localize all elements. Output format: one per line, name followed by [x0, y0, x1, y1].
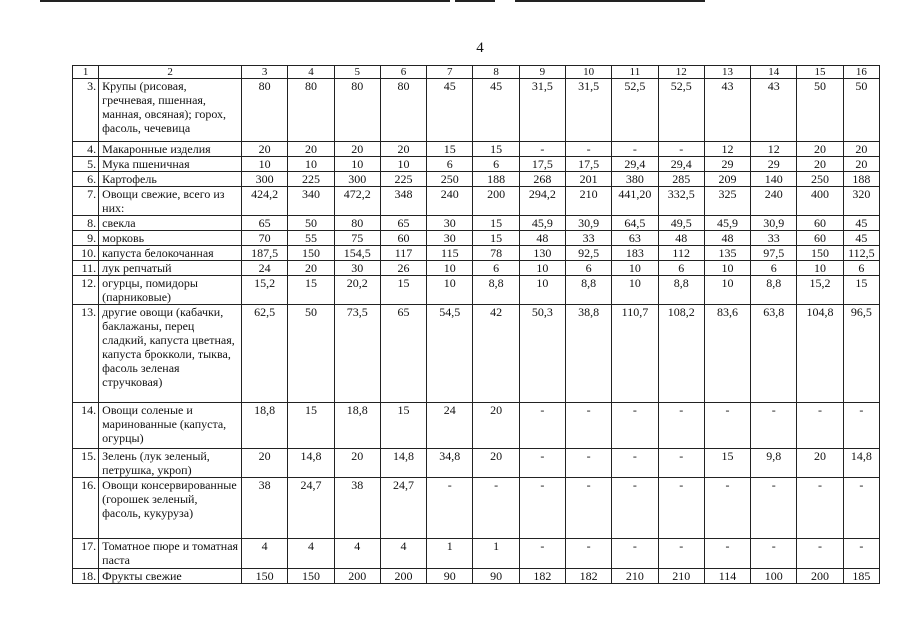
table-row — [73, 187, 880, 216]
value-cell: - — [566, 403, 612, 449]
product-name: Макаронные изделия — [99, 142, 242, 157]
value-cell: - — [612, 478, 658, 539]
value-cell: 30,9 — [566, 216, 612, 231]
value-cell: 65 — [242, 216, 288, 231]
table-row — [73, 142, 880, 157]
value-cell: 33 — [566, 231, 612, 246]
value-cell: 29 — [704, 157, 750, 172]
value-cell: 4 — [380, 539, 426, 569]
value-cell: 100 — [751, 569, 797, 584]
value-cell: 140 — [751, 172, 797, 187]
row-number: 9. — [73, 231, 99, 246]
value-cell: 114 — [704, 569, 750, 584]
row-number: 13. — [73, 305, 99, 403]
row-number: 11. — [73, 261, 99, 276]
product-name: огурцы, помидоры (парниковые) — [99, 276, 242, 305]
value-cell: 150 — [242, 569, 288, 584]
value-cell: 80 — [334, 79, 380, 142]
value-cell: 10 — [612, 261, 658, 276]
value-cell: - — [612, 403, 658, 449]
column-header: 5 — [334, 66, 380, 79]
value-cell: 45 — [427, 79, 473, 142]
value-cell: 52,5 — [658, 79, 704, 142]
value-cell: 15 — [473, 231, 519, 246]
value-cell: 12 — [704, 142, 750, 157]
value-cell: 9,8 — [751, 449, 797, 478]
value-cell: 26 — [380, 261, 426, 276]
value-cell: 424,2 — [242, 187, 288, 216]
value-cell: 14,8 — [843, 449, 879, 478]
value-cell: 8,8 — [473, 276, 519, 305]
value-cell: 29 — [751, 157, 797, 172]
value-cell: 60 — [380, 231, 426, 246]
row-number: 14. — [73, 403, 99, 449]
value-cell: - — [519, 403, 565, 449]
value-cell: 50,3 — [519, 305, 565, 403]
value-cell: 38 — [242, 478, 288, 539]
value-cell: 200 — [797, 569, 843, 584]
product-name: Томатное пюре и томатная паста — [99, 539, 242, 569]
value-cell: 48 — [519, 231, 565, 246]
value-cell: - — [797, 539, 843, 569]
value-cell: 183 — [612, 246, 658, 261]
value-cell: 30 — [427, 216, 473, 231]
product-name: другие овощи (кабачки, баклажаны, перец сладкий, капуста цветная, капуста брокколи, тыква, фасоль зеленая стручковая) — [99, 305, 242, 403]
product-name: морковь — [99, 231, 242, 246]
value-cell: 225 — [380, 172, 426, 187]
column-header: 16 — [843, 66, 879, 79]
column-header: 9 — [519, 66, 565, 79]
value-cell: 332,5 — [658, 187, 704, 216]
value-cell: 20 — [843, 157, 879, 172]
value-cell: 8,8 — [658, 276, 704, 305]
row-number: 4. — [73, 142, 99, 157]
value-cell: 15 — [843, 276, 879, 305]
value-cell: 24,7 — [288, 478, 334, 539]
value-cell: 20 — [797, 157, 843, 172]
value-cell: 15 — [288, 276, 334, 305]
product-name: Зелень (лук зеленый, петрушка, укроп) — [99, 449, 242, 478]
value-cell: 14,8 — [380, 449, 426, 478]
value-cell: 60 — [797, 216, 843, 231]
value-cell: - — [519, 539, 565, 569]
value-cell: 6 — [566, 261, 612, 276]
value-cell: 24 — [427, 403, 473, 449]
value-cell: 268 — [519, 172, 565, 187]
value-cell: 30 — [427, 231, 473, 246]
column-header: 11 — [612, 66, 658, 79]
value-cell: 441,20 — [612, 187, 658, 216]
value-cell: 115 — [427, 246, 473, 261]
value-cell: 33 — [751, 231, 797, 246]
value-cell: 225 — [288, 172, 334, 187]
value-cell: 80 — [334, 216, 380, 231]
value-cell: - — [658, 539, 704, 569]
value-cell: - — [612, 142, 658, 157]
column-header: 10 — [566, 66, 612, 79]
value-cell: 210 — [566, 187, 612, 216]
value-cell: 15,2 — [797, 276, 843, 305]
column-header: 4 — [288, 66, 334, 79]
value-cell: 73,5 — [334, 305, 380, 403]
table-row — [73, 246, 880, 261]
value-cell: 20 — [288, 142, 334, 157]
table-row — [73, 305, 880, 403]
value-cell: - — [519, 449, 565, 478]
value-cell: 108,2 — [658, 305, 704, 403]
value-cell: 188 — [843, 172, 879, 187]
value-cell: - — [797, 403, 843, 449]
value-cell: 20 — [797, 142, 843, 157]
value-cell: 20 — [242, 449, 288, 478]
value-cell: 50 — [843, 79, 879, 142]
value-cell: 187,5 — [242, 246, 288, 261]
value-cell: - — [566, 142, 612, 157]
column-header: 8 — [473, 66, 519, 79]
value-cell: 10 — [704, 276, 750, 305]
value-cell: 45,9 — [519, 216, 565, 231]
value-cell: 43 — [704, 79, 750, 142]
column-header: 15 — [797, 66, 843, 79]
value-cell: 182 — [519, 569, 565, 584]
table-row — [73, 276, 880, 305]
table-row — [73, 539, 880, 569]
top-rule-center — [455, 0, 495, 2]
value-cell: 20 — [288, 261, 334, 276]
value-cell: 92,5 — [566, 246, 612, 261]
value-cell: 20 — [797, 449, 843, 478]
product-name: Крупы (рисовая, гречневая, пшенная, манная, овсяная); горох, фасоль, чечевица — [99, 79, 242, 142]
value-cell: 130 — [519, 246, 565, 261]
row-number: 10. — [73, 246, 99, 261]
value-cell: 20 — [843, 142, 879, 157]
value-cell: 154,5 — [334, 246, 380, 261]
value-cell: 75 — [334, 231, 380, 246]
value-cell: 50 — [288, 305, 334, 403]
value-cell: 300 — [334, 172, 380, 187]
value-cell: 65 — [380, 305, 426, 403]
value-cell: 20,2 — [334, 276, 380, 305]
value-cell: - — [519, 478, 565, 539]
value-cell: - — [566, 539, 612, 569]
column-header: 13 — [704, 66, 750, 79]
value-cell: 400 — [797, 187, 843, 216]
value-cell: 8,8 — [751, 276, 797, 305]
value-cell: 200 — [473, 187, 519, 216]
product-name: свекла — [99, 216, 242, 231]
value-cell: - — [473, 478, 519, 539]
value-cell: 348 — [380, 187, 426, 216]
value-cell: 294,2 — [519, 187, 565, 216]
value-cell: 17,5 — [566, 157, 612, 172]
value-cell: 325 — [704, 187, 750, 216]
value-cell: 15 — [288, 403, 334, 449]
value-cell: 150 — [797, 246, 843, 261]
value-cell: 97,5 — [751, 246, 797, 261]
value-cell: 6 — [473, 157, 519, 172]
value-cell: 45 — [473, 79, 519, 142]
value-cell: 250 — [427, 172, 473, 187]
row-number: 5. — [73, 157, 99, 172]
value-cell: 50 — [288, 216, 334, 231]
value-cell: 200 — [334, 569, 380, 584]
value-cell: 104,8 — [797, 305, 843, 403]
value-cell: 52,5 — [612, 79, 658, 142]
value-cell: 20 — [380, 142, 426, 157]
product-name: Овощи свежие, всего из них: — [99, 187, 242, 216]
value-cell: 18,8 — [334, 403, 380, 449]
value-cell: 112,5 — [843, 246, 879, 261]
value-cell: 10 — [519, 276, 565, 305]
value-cell: 300 — [242, 172, 288, 187]
row-number: 18. — [73, 569, 99, 584]
value-cell: 15,2 — [242, 276, 288, 305]
row-number: 3. — [73, 79, 99, 142]
table-row — [73, 157, 880, 172]
value-cell: - — [704, 403, 750, 449]
top-rule-left — [40, 0, 450, 2]
value-cell: 10 — [797, 261, 843, 276]
value-cell: 135 — [704, 246, 750, 261]
value-cell: 4 — [242, 539, 288, 569]
value-cell: 10 — [242, 157, 288, 172]
value-cell: 80 — [288, 79, 334, 142]
value-cell: - — [612, 539, 658, 569]
row-number: 6. — [73, 172, 99, 187]
value-cell: 188 — [473, 172, 519, 187]
value-cell: - — [751, 478, 797, 539]
value-cell: 31,5 — [566, 79, 612, 142]
value-cell: 80 — [242, 79, 288, 142]
column-header: 6 — [380, 66, 426, 79]
value-cell: 55 — [288, 231, 334, 246]
value-cell: 285 — [658, 172, 704, 187]
value-cell: 10 — [427, 261, 473, 276]
row-number: 15. — [73, 449, 99, 478]
value-cell: 6 — [751, 261, 797, 276]
value-cell: 182 — [566, 569, 612, 584]
table-row — [73, 449, 880, 478]
value-cell: 43 — [751, 79, 797, 142]
value-cell: 185 — [843, 569, 879, 584]
value-cell: - — [566, 449, 612, 478]
value-cell: 10 — [427, 276, 473, 305]
value-cell: 90 — [427, 569, 473, 584]
value-cell: 150 — [288, 246, 334, 261]
value-cell: 38,8 — [566, 305, 612, 403]
value-cell: 380 — [612, 172, 658, 187]
value-cell: - — [658, 403, 704, 449]
value-cell: 210 — [658, 569, 704, 584]
value-cell: 17,5 — [519, 157, 565, 172]
value-cell: 18,8 — [242, 403, 288, 449]
value-cell: - — [843, 403, 879, 449]
value-cell: 201 — [566, 172, 612, 187]
value-cell: 64,5 — [612, 216, 658, 231]
value-cell: 54,5 — [427, 305, 473, 403]
table-row — [73, 216, 880, 231]
value-cell: - — [658, 478, 704, 539]
ration-table — [72, 65, 880, 584]
value-cell: - — [751, 539, 797, 569]
value-cell: - — [704, 478, 750, 539]
product-name: Фрукты свежие — [99, 569, 242, 584]
value-cell: 10 — [380, 157, 426, 172]
table-row — [73, 261, 880, 276]
value-cell: 4 — [334, 539, 380, 569]
value-cell: 20 — [242, 142, 288, 157]
value-cell: 96,5 — [843, 305, 879, 403]
value-cell: 4 — [288, 539, 334, 569]
value-cell: 10 — [334, 157, 380, 172]
value-cell: 14,8 — [288, 449, 334, 478]
value-cell: 49,5 — [658, 216, 704, 231]
value-cell: 209 — [704, 172, 750, 187]
column-header: 12 — [658, 66, 704, 79]
value-cell: 31,5 — [519, 79, 565, 142]
value-cell: 250 — [797, 172, 843, 187]
value-cell: - — [658, 142, 704, 157]
value-cell: 15 — [473, 216, 519, 231]
product-name: Мука пшеничная — [99, 157, 242, 172]
page-number: 4 — [476, 40, 484, 56]
value-cell: 320 — [843, 187, 879, 216]
product-name: Овощи соленые и маринованные (капуста, огурцы) — [99, 403, 242, 449]
value-cell: 60 — [797, 231, 843, 246]
value-cell: 70 — [242, 231, 288, 246]
value-cell: 80 — [380, 79, 426, 142]
value-cell: 210 — [612, 569, 658, 584]
value-cell: 15 — [427, 142, 473, 157]
value-cell: - — [612, 449, 658, 478]
value-cell: - — [843, 539, 879, 569]
value-cell: 10 — [288, 157, 334, 172]
value-cell: 15 — [380, 403, 426, 449]
row-number: 8. — [73, 216, 99, 231]
product-name: Картофель — [99, 172, 242, 187]
product-name: лук репчатый — [99, 261, 242, 276]
row-number: 12. — [73, 276, 99, 305]
value-cell: 15 — [380, 276, 426, 305]
value-cell: 110,7 — [612, 305, 658, 403]
value-cell: 20 — [334, 449, 380, 478]
value-cell: 15 — [704, 449, 750, 478]
value-cell: 200 — [380, 569, 426, 584]
value-cell: 20 — [334, 142, 380, 157]
value-cell: 29,4 — [658, 157, 704, 172]
value-cell: 1 — [473, 539, 519, 569]
value-cell: 63,8 — [751, 305, 797, 403]
column-header: 7 — [427, 66, 473, 79]
top-rule-right — [515, 0, 705, 2]
product-name: Овощи консервированные (горошек зеленый, фасоль, кукуруза) — [99, 478, 242, 539]
row-number: 7. — [73, 187, 99, 216]
value-cell: 472,2 — [334, 187, 380, 216]
value-cell: - — [566, 478, 612, 539]
table-row — [73, 172, 880, 187]
column-header: 14 — [751, 66, 797, 79]
value-cell: - — [427, 478, 473, 539]
value-cell: - — [797, 478, 843, 539]
value-cell: - — [519, 142, 565, 157]
column-header: 1 — [73, 66, 99, 79]
value-cell: 117 — [380, 246, 426, 261]
value-cell: 24,7 — [380, 478, 426, 539]
column-header: 2 — [99, 66, 242, 79]
table-row — [73, 403, 880, 449]
column-header: 3 — [242, 66, 288, 79]
value-cell: 50 — [797, 79, 843, 142]
value-cell: 340 — [288, 187, 334, 216]
value-cell: 6 — [473, 261, 519, 276]
table-row — [73, 569, 880, 584]
header-row — [73, 66, 880, 79]
row-number: 17. — [73, 539, 99, 569]
value-cell: 150 — [288, 569, 334, 584]
value-cell: 240 — [427, 187, 473, 216]
value-cell: 48 — [704, 231, 750, 246]
value-cell: - — [751, 403, 797, 449]
value-cell: 10 — [612, 276, 658, 305]
value-cell: 83,6 — [704, 305, 750, 403]
product-name: капуста белокочанная — [99, 246, 242, 261]
value-cell: 20 — [473, 403, 519, 449]
value-cell: 45 — [843, 231, 879, 246]
value-cell: 24 — [242, 261, 288, 276]
value-cell: - — [704, 539, 750, 569]
table-row — [73, 79, 880, 142]
value-cell: 240 — [751, 187, 797, 216]
value-cell: 78 — [473, 246, 519, 261]
value-cell: 30 — [334, 261, 380, 276]
value-cell: 6 — [843, 261, 879, 276]
value-cell: 6 — [427, 157, 473, 172]
value-cell: 20 — [473, 449, 519, 478]
value-cell: 29,4 — [612, 157, 658, 172]
value-cell: 30,9 — [751, 216, 797, 231]
value-cell: 34,8 — [427, 449, 473, 478]
value-cell: 65 — [380, 216, 426, 231]
row-number: 16. — [73, 478, 99, 539]
value-cell: 63 — [612, 231, 658, 246]
value-cell: 1 — [427, 539, 473, 569]
value-cell: 12 — [751, 142, 797, 157]
value-cell: 62,5 — [242, 305, 288, 403]
value-cell: 112 — [658, 246, 704, 261]
value-cell: 48 — [658, 231, 704, 246]
value-cell: 15 — [473, 142, 519, 157]
value-cell: 6 — [658, 261, 704, 276]
table-row — [73, 478, 880, 539]
value-cell: - — [658, 449, 704, 478]
value-cell: 8,8 — [566, 276, 612, 305]
value-cell: 45 — [843, 216, 879, 231]
value-cell: - — [843, 478, 879, 539]
value-cell: 10 — [519, 261, 565, 276]
value-cell: 42 — [473, 305, 519, 403]
table-row — [73, 231, 880, 246]
value-cell: 90 — [473, 569, 519, 584]
value-cell: 45,9 — [704, 216, 750, 231]
value-cell: 38 — [334, 478, 380, 539]
value-cell: 10 — [704, 261, 750, 276]
